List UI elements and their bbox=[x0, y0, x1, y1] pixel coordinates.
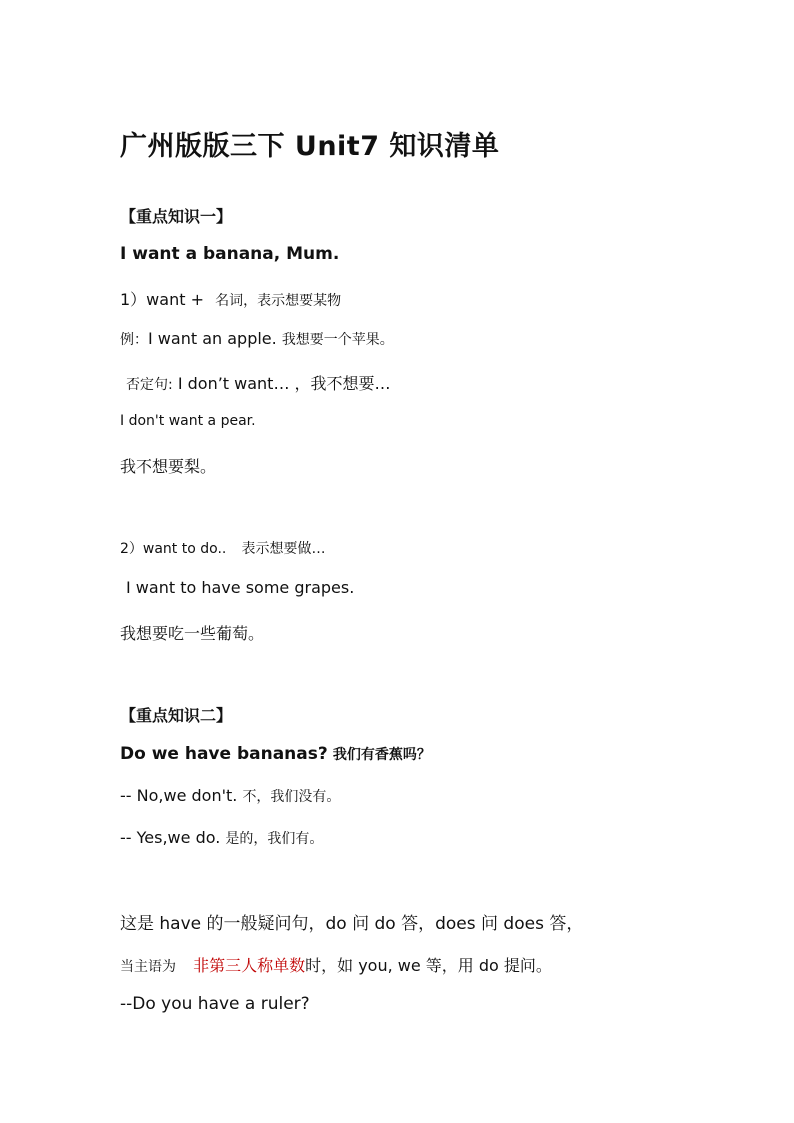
example-label: 例： bbox=[120, 332, 148, 348]
answer-yes-en: -- Yes,we do. bbox=[120, 828, 221, 847]
negative-label: 否定句: bbox=[126, 377, 173, 393]
negative-form bbox=[126, 371, 391, 394]
answer-yes-zh: 是的，我们有。 bbox=[225, 831, 324, 847]
rule-suffix: 时，如 you, we 等，用 do 提问。 bbox=[305, 956, 552, 975]
point-2-example-zh: 我想要吃一些葡萄。 bbox=[120, 624, 265, 643]
negative-example-en: I don't want a pear. bbox=[120, 413, 256, 429]
answer-yes bbox=[120, 828, 323, 848]
point-2-note: 表示想要做… bbox=[241, 541, 326, 557]
grammar-explanation: 这是 have 的一般疑问句，do 问 do 答，does 问 does 答， bbox=[120, 914, 584, 934]
point-1-note: 名词，表示想要某物 bbox=[215, 293, 342, 309]
point-2-example-en: I want to have some grapes. bbox=[126, 578, 355, 597]
point-1 bbox=[120, 287, 341, 310]
section-1-heading: 【重点知识一】 bbox=[120, 207, 233, 226]
negative-example-zh: 我不想要梨。 bbox=[120, 457, 217, 476]
point-1-formula: 1）want + bbox=[120, 290, 210, 309]
answer-no-en: -- No,we don't. bbox=[120, 786, 238, 805]
point-2 bbox=[120, 538, 325, 558]
negative-en: I don’t want… bbox=[177, 374, 290, 393]
key-sentence-2 bbox=[120, 744, 431, 764]
key-sentence-1: I want a banana, Mum. bbox=[120, 244, 340, 264]
example-1-en: I want an apple. bbox=[148, 329, 277, 348]
negative-zh: ，我不想要… bbox=[294, 374, 391, 393]
page-title: 广州版版三下 Unit7 知识清单 bbox=[120, 131, 500, 162]
question-en: Do we have bananas? bbox=[120, 744, 328, 764]
grammar-rule bbox=[120, 953, 552, 976]
example-1 bbox=[120, 329, 394, 349]
rule-highlight: 非第三人称单数 bbox=[193, 956, 306, 975]
answer-no-zh: 不，我们没有。 bbox=[242, 789, 341, 805]
point-2-formula: 2）want to do.. bbox=[120, 541, 227, 557]
rule-prefix: 当主语为 bbox=[120, 959, 176, 975]
example-question: --Do you have a ruler? bbox=[120, 994, 310, 1014]
section-2-heading: 【重点知识二】 bbox=[120, 706, 233, 725]
example-1-zh: 我想要一个苹果。 bbox=[281, 332, 394, 348]
question-zh: 我们有香蕉吗？ bbox=[332, 747, 431, 763]
answer-no bbox=[120, 786, 340, 806]
